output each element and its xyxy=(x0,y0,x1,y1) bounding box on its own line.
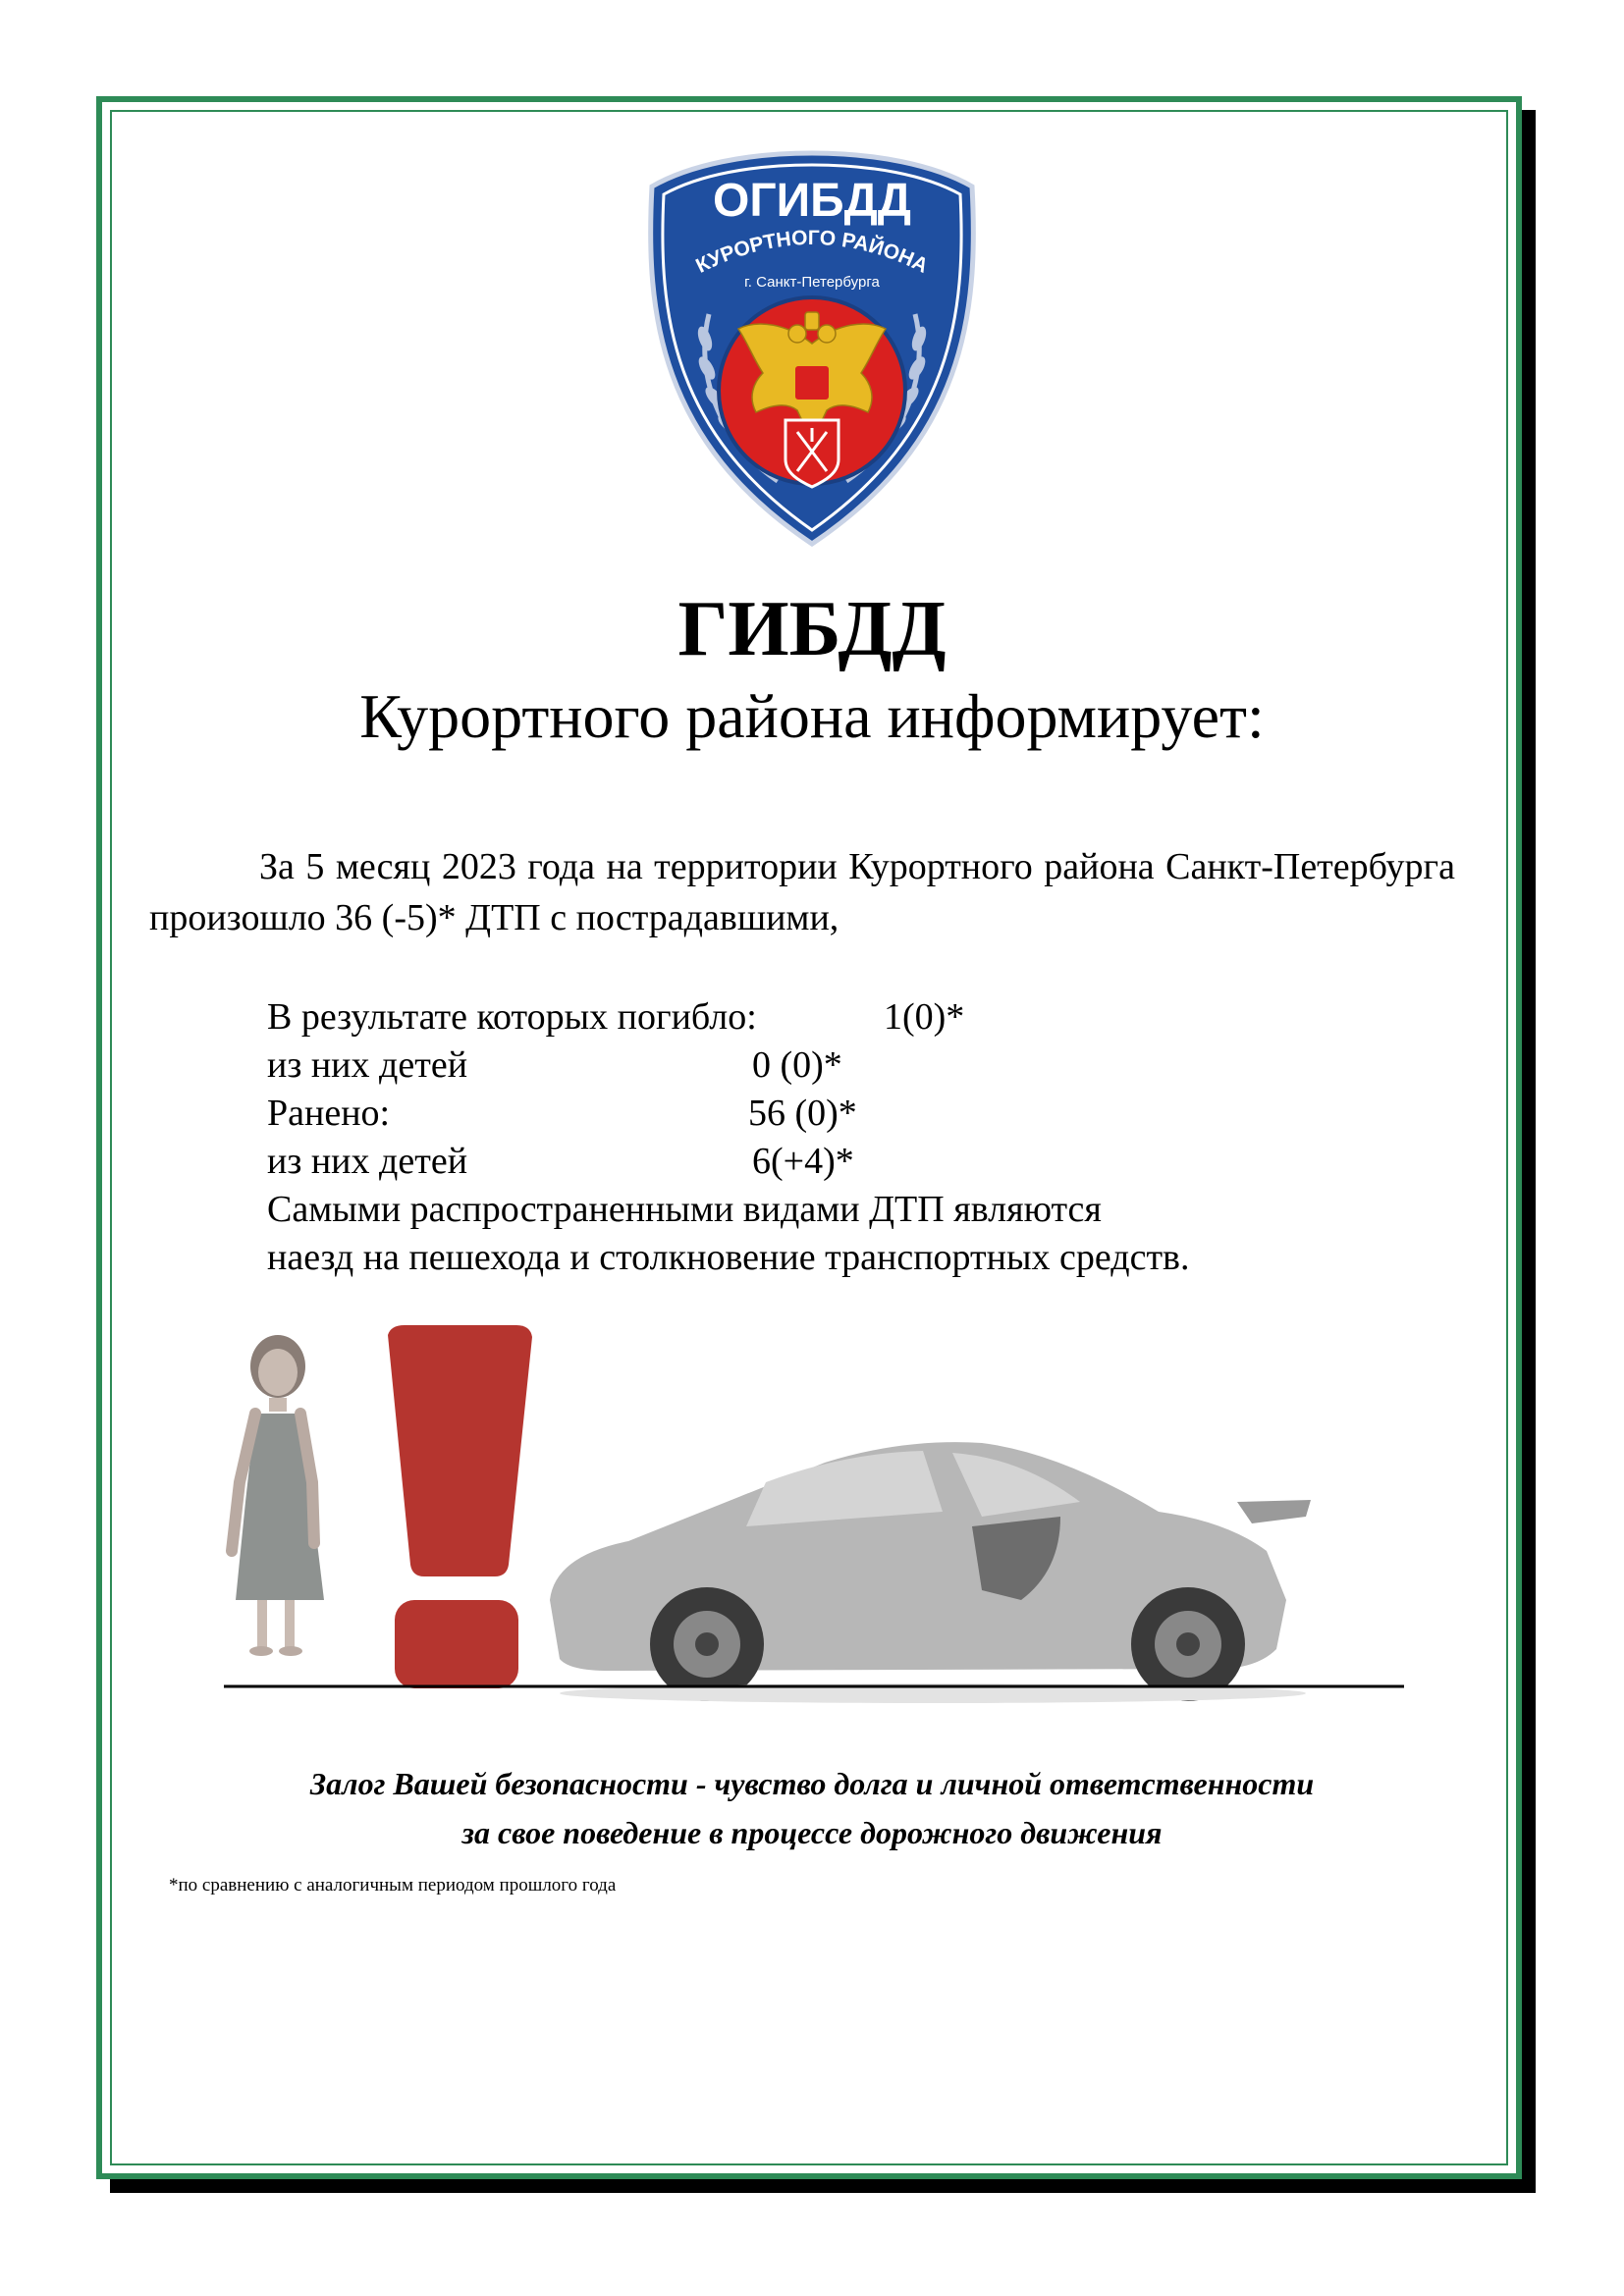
heading-line-2: Курортного района информирует: xyxy=(359,681,1265,751)
sports-car-icon xyxy=(550,1442,1311,1703)
stat-label-killed-children: из них детей xyxy=(267,1044,468,1086)
exclamation-mark-icon xyxy=(388,1325,532,1688)
intro-paragraph: За 5 месяц 2023 года на территории Курортного района Санкт-Петербурга произошло 36 (-5)* ДТП с пострадавшими, xyxy=(149,846,1455,938)
heading-line-1: ГИБДД xyxy=(677,586,947,672)
stat-label-injured-children: из них детей xyxy=(267,1141,468,1182)
stat-label-injured: Ранено: xyxy=(267,1093,391,1134)
stat-value-injured: 56 (0)* xyxy=(748,1093,857,1134)
stat-value-injured-children: 6(+4)* xyxy=(752,1141,854,1182)
emblem-arc-text: КУРОРТНОГО РАЙОНА xyxy=(692,226,932,278)
conclusion-line-1: Самыми распространенными видами ДТП являются xyxy=(267,1189,1102,1230)
stat-value-killed-children: 0 (0)* xyxy=(752,1044,842,1086)
ogibdd-emblem-icon xyxy=(640,147,984,550)
stat-value-killed: 1(0)* xyxy=(884,996,965,1038)
conclusion-line-2: наезд на пешехода и столкновение транспортных средств. xyxy=(267,1237,1190,1278)
safety-illustration xyxy=(196,1315,1414,1708)
child-figure-icon xyxy=(232,1335,324,1656)
emblem-top-text: ОГИБДД xyxy=(713,175,911,227)
stat-label-killed: В результате которых погибло: xyxy=(267,996,757,1038)
motto-line-2: за свое поведение в процессе дорожного движения xyxy=(461,1815,1163,1850)
motto-line-1: Залог Вашей безопасности - чувство долга и личной ответственности xyxy=(309,1766,1315,1801)
footnote: *по сравнению с аналогичным периодом прошлого года xyxy=(169,1875,617,1896)
emblem-city-text: г. Санкт-Петербурга xyxy=(744,274,880,291)
